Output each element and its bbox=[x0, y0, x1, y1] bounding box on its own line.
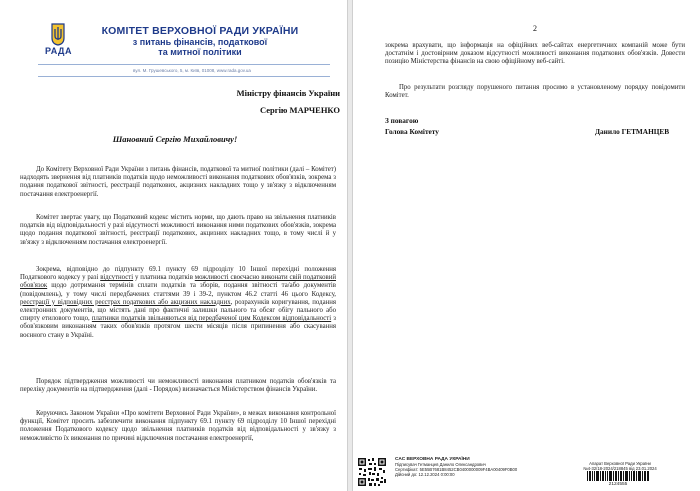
committee-title: КОМІТЕТ ВЕРХОВНОЇ РАДИ УКРАЇНИ bbox=[101, 25, 299, 37]
closing: З повагою bbox=[385, 116, 419, 125]
e-signature-stamp bbox=[355, 455, 698, 491]
underlined-absence: відсутності bbox=[100, 274, 134, 282]
qr-code-icon bbox=[357, 457, 387, 487]
header-rule bbox=[38, 64, 330, 65]
registration-number: 2124555 bbox=[608, 482, 628, 487]
signature-authority: САС ВЕРХОВНА РАДА УКРАЇНИ bbox=[395, 457, 470, 462]
committee-subtitle-1: з питань фінансів, податкової bbox=[132, 37, 268, 47]
addressee-name: Сергію МАРЧЕНКО bbox=[259, 105, 340, 115]
greeting: Шановний Сергію Михайловичу! bbox=[112, 134, 238, 144]
committee-header bbox=[100, 25, 300, 57]
signature-signer: Підписувач Гетманцев Данило Олександрович bbox=[395, 462, 486, 467]
page2-paragraph-2: Про результати розгляду порушеного питання просимо в установленому порядку повідомити Комітет. bbox=[385, 84, 685, 100]
paragraph-1: До Комітету Верховної Ради України з питань фінансів, податкової та митної політики (далі – Комітет) надходять звернення від платників податків щодо неможливості виконання податкових обов'язків, зокрема з подання податкової звітності, реєстрації податкових, акцизних накладних тощо у зв'язку з відключенням постачання електроенергії. bbox=[20, 166, 336, 198]
underlined-possibility: можливості своєчасно виконати свій податковий обов'язок bbox=[20, 274, 336, 290]
rada-logo-text: РАДА bbox=[45, 46, 72, 56]
paragraph-5: Керуючись Законом України «Про комітети Верховної Ради України», в межах виконання контрольної функції, Комітет просить забезпечити виконання підпункту 69.1 пункту 69 підрозділу 10 Іншої перехідні положення Податкового кодексу щодо звільнення платників податків від відповідальності у зв'язку з неможливістю їх виконання по причині відключення постачання електроенергії, bbox=[20, 410, 336, 442]
signer-name: Данило ГЕТМАНЦЕВ bbox=[595, 127, 670, 136]
signature-certificate: Сертифікат: 5E55B7681B8452CB0400000009F4BA00409F0B00 bbox=[395, 467, 518, 472]
page2-paragraph-1: зокрема врахувати, що інформація на офіційних веб-сайтах енергетичних компаній може бути достатнім і достовірним доказом відсутності можливості виконання податкових обов'язків. Довести позицію Міністерства фінансів на свою офіційному веб-сайті. bbox=[385, 42, 685, 66]
signer-position: Голова Комітету bbox=[385, 127, 439, 136]
signature-valid-until: Дійсний до: 12.12.2024 0:00:00 bbox=[395, 472, 455, 477]
paragraph-3: Зокрема, відповідно до підпункту 69.1 пункту 69 підрозділу 10 Іншої перехідні положення Податкового кодексу у разі відсутності у платника податків можливості своєчасно виконати свій податковий обов'язок щодо дотримання термінів сплати податків та зборів, подання звітності та/або документів (повідомлень), у тому числі передбачених статтями 39 і 39-2, пунктом 46.2 статті 46 цього Кодексу, реєстрації у відповідних реєстрах податкових або акцизних накладних, розрахунків коригування, подання електронних документів, що містять дані про фактичні залишки пального та обсяг обігу пального або спирту етилового тощо, платники податків звільняються від передбаченої цим Кодексом відповідальності з обов'язковим виконанням таких обов'язків протягом шести місяців після припинення або скасування воєнного стану в Україні. bbox=[20, 266, 336, 339]
committee-subtitle-2: та митної політики bbox=[158, 47, 242, 57]
address-rule bbox=[38, 76, 330, 77]
letter-page-2 bbox=[353, 0, 700, 491]
underlined-registration: реєстрації у відповідних реєстрах податкових або акцизних накладних bbox=[20, 298, 231, 306]
registration-info bbox=[555, 461, 685, 471]
signature-details bbox=[395, 457, 545, 477]
underlined-exemption: платники податків звільняються від передбаченої цим Кодексом відповідальності bbox=[91, 315, 332, 323]
barcode-icon bbox=[587, 471, 649, 481]
letter-page-1 bbox=[0, 0, 347, 491]
paragraph-2: Комітет звертає увагу, що Податковий кодекс містить норми, що дають право на звільнення платників податків від відповідальності у разі відсутності можливості виконання ними податкових обов'язків, зокрема щодо подання податкової звітності, реєстрації податкових, акцизних накладних тощо, в тому числі й у зв'язку з відключенням постачання електроенергії. bbox=[20, 214, 336, 246]
registration-ref: №4-32/18-2024/218845 від 23.01.2024 bbox=[583, 466, 657, 472]
committee-address: вул. М. Грушевського, 5, м. Київ, 01008, www.rada.gov.ua bbox=[133, 68, 251, 73]
paragraph-4: Порядок підтвердження можливості чи неможливості виконання платником податків обов'язків та переліку документів на підтвердження (далі - Порядок) визначається Міністерством фінансів України. bbox=[20, 378, 336, 394]
registration-office: Апарат Верховної Ради України bbox=[589, 461, 651, 466]
trident-emblem-icon bbox=[50, 22, 66, 46]
addressee-title: Міністру фінансів України bbox=[236, 88, 340, 98]
page-number: 2 bbox=[533, 24, 537, 33]
